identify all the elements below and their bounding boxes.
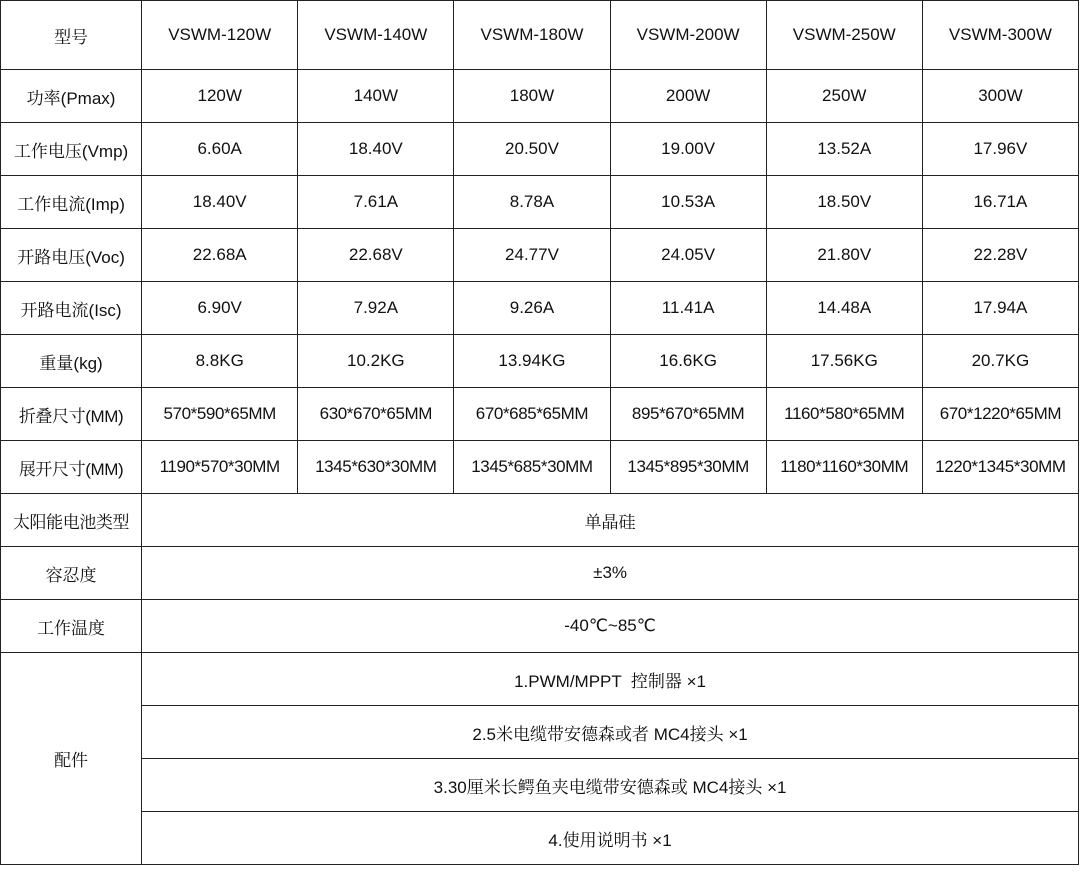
spec-cell: 140W	[298, 70, 454, 123]
spec-cell: 300W	[922, 70, 1078, 123]
row-label: 开路电流(Isc)	[1, 282, 142, 335]
spec-cell: 670*685*65MM	[454, 388, 610, 441]
spec-cell: 120W	[142, 70, 298, 123]
spec-cell: 1220*1345*30MM	[922, 441, 1078, 494]
spec-cell: 22.68V	[298, 229, 454, 282]
spec-row-temperature	[1, 600, 1079, 653]
spec-row-cell-type	[1, 494, 1079, 547]
spec-cell: 180W	[454, 70, 610, 123]
row-label: 太阳能电池类型	[1, 494, 142, 547]
accessory-item: 3.30厘米长鳄鱼夹电缆带安德森或 MC4接头 ×1	[142, 759, 1079, 812]
model-header: VSWM-120W	[142, 1, 298, 70]
spec-cell: 895*670*65MM	[610, 388, 766, 441]
row-label: 容忍度	[1, 547, 142, 600]
spec-cell: 630*670*65MM	[298, 388, 454, 441]
spec-cell: 570*590*65MM	[142, 388, 298, 441]
row-label: 重量(kg)	[1, 335, 142, 388]
spec-row-isc	[1, 282, 1079, 335]
row-label: 展开尺寸(MM)	[1, 441, 142, 494]
spec-cell: 13.52A	[766, 123, 922, 176]
spec-row-imp	[1, 176, 1079, 229]
accessory-row	[1, 653, 1079, 706]
spec-cell: 670*1220*65MM	[922, 388, 1078, 441]
spec-cell: 17.94A	[922, 282, 1078, 335]
spec-cell: 20.7KG	[922, 335, 1078, 388]
model-header: VSWM-300W	[922, 1, 1078, 70]
spec-cell: 1345*630*30MM	[298, 441, 454, 494]
model-header: VSWM-180W	[454, 1, 610, 70]
spec-cell: 18.40V	[142, 176, 298, 229]
spec-row-folded-size	[1, 388, 1079, 441]
spec-row-tolerance	[1, 547, 1079, 600]
spec-cell: 22.68A	[142, 229, 298, 282]
model-header: VSWM-140W	[298, 1, 454, 70]
accessory-row	[1, 812, 1079, 865]
spec-cell: 8.78A	[454, 176, 610, 229]
spec-cell: 1345*685*30MM	[454, 441, 610, 494]
spec-cell: 24.77V	[454, 229, 610, 282]
row-label: 工作电压(Vmp)	[1, 123, 142, 176]
spec-cell: 7.92A	[298, 282, 454, 335]
spec-cell: 21.80V	[766, 229, 922, 282]
accessory-item: 1.PWM/MPPT 控制器 ×1	[142, 653, 1079, 706]
spec-cell: 16.71A	[922, 176, 1078, 229]
row-label: 工作温度	[1, 600, 142, 653]
spec-cell: 17.96V	[922, 123, 1078, 176]
spec-cell: 22.28V	[922, 229, 1078, 282]
spec-row-weight	[1, 335, 1079, 388]
spec-cell: 6.90V	[142, 282, 298, 335]
row-label: 配件	[1, 653, 142, 865]
spec-cell: 1345*895*30MM	[610, 441, 766, 494]
spec-cell: 1180*1160*30MM	[766, 441, 922, 494]
shared-value-cell: -40℃~85℃	[142, 600, 1079, 653]
row-label: 开路电压(Voc)	[1, 229, 142, 282]
spec-cell: 9.26A	[454, 282, 610, 335]
spec-cell: 24.05V	[610, 229, 766, 282]
model-header: VSWM-250W	[766, 1, 922, 70]
spec-cell: 1160*580*65MM	[766, 388, 922, 441]
accessory-item: 2.5米电缆带安德森或者 MC4接头 ×1	[142, 706, 1079, 759]
spec-row-unfolded-size	[1, 441, 1079, 494]
shared-value-cell: 单晶硅	[142, 494, 1079, 547]
spec-cell: 16.6KG	[610, 335, 766, 388]
spec-cell: 1190*570*30MM	[142, 441, 298, 494]
spec-cell: 19.00V	[610, 123, 766, 176]
accessory-item: 4.使用说明书 ×1	[142, 812, 1079, 865]
spec-row-vmp	[1, 123, 1079, 176]
row-label: 折叠尺寸(MM)	[1, 388, 142, 441]
model-header: VSWM-200W	[610, 1, 766, 70]
spec-cell: 10.2KG	[298, 335, 454, 388]
spec-cell: 17.56KG	[766, 335, 922, 388]
spec-row-voc	[1, 229, 1079, 282]
accessory-row	[1, 759, 1079, 812]
row-label: 功率(Pmax)	[1, 70, 142, 123]
spec-cell: 14.48A	[766, 282, 922, 335]
spec-cell: 18.50V	[766, 176, 922, 229]
spec-cell: 250W	[766, 70, 922, 123]
spec-cell: 8.8KG	[142, 335, 298, 388]
spec-cell: 11.41A	[610, 282, 766, 335]
spec-cell: 20.50V	[454, 123, 610, 176]
row-label: 型号	[1, 1, 142, 70]
spec-row-power	[1, 70, 1079, 123]
accessory-row	[1, 706, 1079, 759]
spec-cell: 18.40V	[298, 123, 454, 176]
header-row	[1, 1, 1079, 70]
spec-cell: 7.61A	[298, 176, 454, 229]
row-label: 工作电流(Imp)	[1, 176, 142, 229]
spec-cell: 13.94KG	[454, 335, 610, 388]
spec-cell: 10.53A	[610, 176, 766, 229]
spec-cell: 6.60A	[142, 123, 298, 176]
spec-cell: 200W	[610, 70, 766, 123]
shared-value-cell: ±3%	[142, 547, 1079, 600]
